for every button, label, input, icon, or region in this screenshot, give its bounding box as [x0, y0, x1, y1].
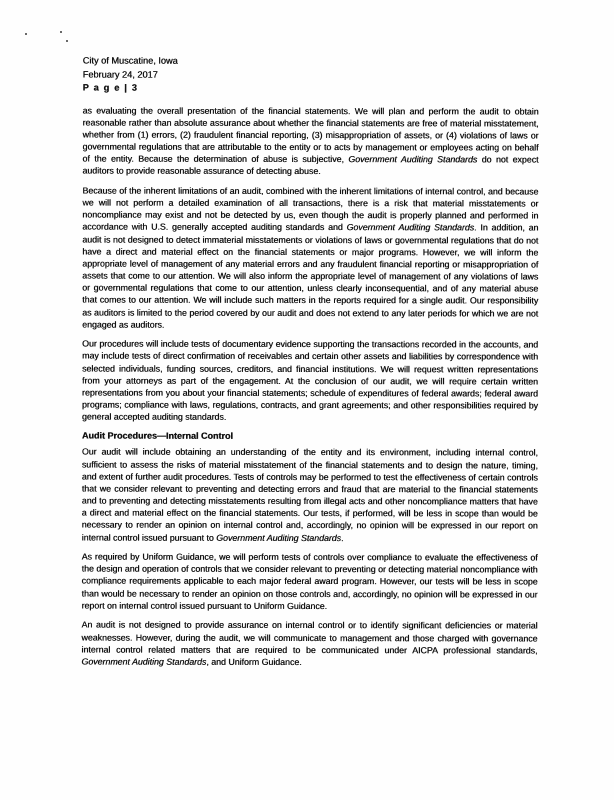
header-date: February 24, 2017 — [82, 69, 158, 80]
paragraph-procedures-evidence — [82, 338, 538, 424]
paragraph-uniform-guidance-tests — [81, 551, 537, 613]
italic-government-auditing-standards: Government Auditing Standards — [346, 222, 475, 233]
text-run: . — [340, 532, 344, 543]
text-run: . In addition, an audit is not designed to detect immaterial misstatements or violations of laws or governmental regulations that do not have a direct and material effect on the financial statements or major programs. However, we will inform the appropriate level of management of any material errors and any fraudulent financial reporting or misappropriation of assets that come to our attention. We will also inform the appropriate level of management of any violations of laws or governmental regulations that come to our attention, unless clearly inconsequential, and of any material abuse that comes to our attention. We will include such matters in the reports required for a single audit. Our responsibility as auditors is limited to the period covered by our audit and does not extend to any later periods for which we are not engaged as auditors. — [82, 222, 539, 330]
text-run: do not expect auditors to provide reasonable assurance of detecting abuse. — [82, 154, 539, 177]
letter-content — [81, 55, 538, 677]
header-page-number: P a g e | 3 — [82, 82, 139, 93]
paragraph-internal-control-communication — [81, 619, 537, 669]
header-addressee: City of Muscatine, Iowa — [82, 55, 178, 66]
italic-government-auditing-standards: Government Auditing Standards — [216, 532, 341, 543]
scan-artifact-dot — [25, 33, 27, 35]
text-run: as evaluating the overall presentation of the financial statements. We will plan and perform the audit to obtain reasonable rather than absolute assurance about whether the financial statements are free of material misstatement, whether from (1) errors, (2) fraudulent financial reporting, (3) misappropriation of assets, or (4) violations of laws or governmental regulations that are attributable to the entity or to acts by management or employees acting on behalf of the entity. Because the determination of abuse is subjective, — [82, 105, 539, 165]
section-heading-audit-procedures-internal-control: Audit Procedures—Internal Control — [81, 430, 233, 441]
paragraph-audit-assurance — [82, 104, 538, 178]
letter-header — [83, 55, 539, 96]
italic-government-auditing-standards: Government Auditing Standards — [81, 656, 207, 667]
paragraph-inherent-limitations — [82, 184, 538, 331]
scan-artifact-dot — [66, 40, 68, 42]
text-run: Our procedures will include tests of documentary evidence supporting the transactions recorded in the accounts, and may include tests of direct confirmation of receivables and certain other assets and liabilities by correspondence with selected individuals, funding sources, creditors, and financial institutions. We will request written representations from your attorneys as part of the engagement. At the conclusion of our audit, we will require certain written representations from you about your financial statements; schedule of expenditures of federal awards; federal award programs; compliance with laws, regulations, contracts, and grant agreements; and other responsibilities required by general accepted auditing standards. — [81, 338, 539, 423]
text-run: Our audit will include obtaining an understanding of the entity and its environment, including internal control, sufficient to assess the risks of material misstatement of the financial statements and to design the nature, timing, and extent of further audit procedures. Tests of controls may be performed to test the effectiveness of certain controls that we consider relevant to preventing and detecting errors and fraud that are material to the financial statements and to preventing and detecting misstatements resulting from illegal acts and other noncompliance matters that have a direct and material effect on the financial statements. Our tests, if performed, will be less in scope than would be necessary to render an opinion on internal control and, accordingly, no opinion will be expressed in our report on internal control issued pursuant to — [81, 446, 538, 543]
italic-government-auditing-standards: Government Auditing Standards — [348, 154, 478, 165]
text-run: As required by Uniform Guidance, we will perform tests of controls over compliance to evaluate the effectiveness of the design and operation of controls that we consider relevant to preventing or detecting material noncompliance with compliance requirements applicable to each major federal award program. However, our tests will be less in scope than would be necessary to render an opinion on those controls and, accordingly, no opinion will be expressed in our report on internal control issued pursuant to Uniform Guidance. — [81, 551, 538, 611]
text-run: Because of the inherent limitations of an audit, combined with the inherent limitations of internal control, and because we will not perform a detailed examination of all transactions, there is a risk that material misstatements or noncompliance may exist and not be detected by us, even though the audit is properly planned and performed in accordance with U.S. generally accepted auditing standards and — [82, 185, 539, 233]
text-run: , and Uniform Guidance. — [206, 656, 302, 667]
text-run: An audit is not designed to provide assurance on internal control or to identify significant deficiencies or material weaknesses. However, during the audit, we will communicate to management and those charged with governance internal control related matters that are required to be communicated under AICPA professional standards, — [81, 619, 538, 656]
paragraph-internal-control-understanding — [82, 446, 538, 544]
scan-artifact-dot — [60, 31, 62, 33]
